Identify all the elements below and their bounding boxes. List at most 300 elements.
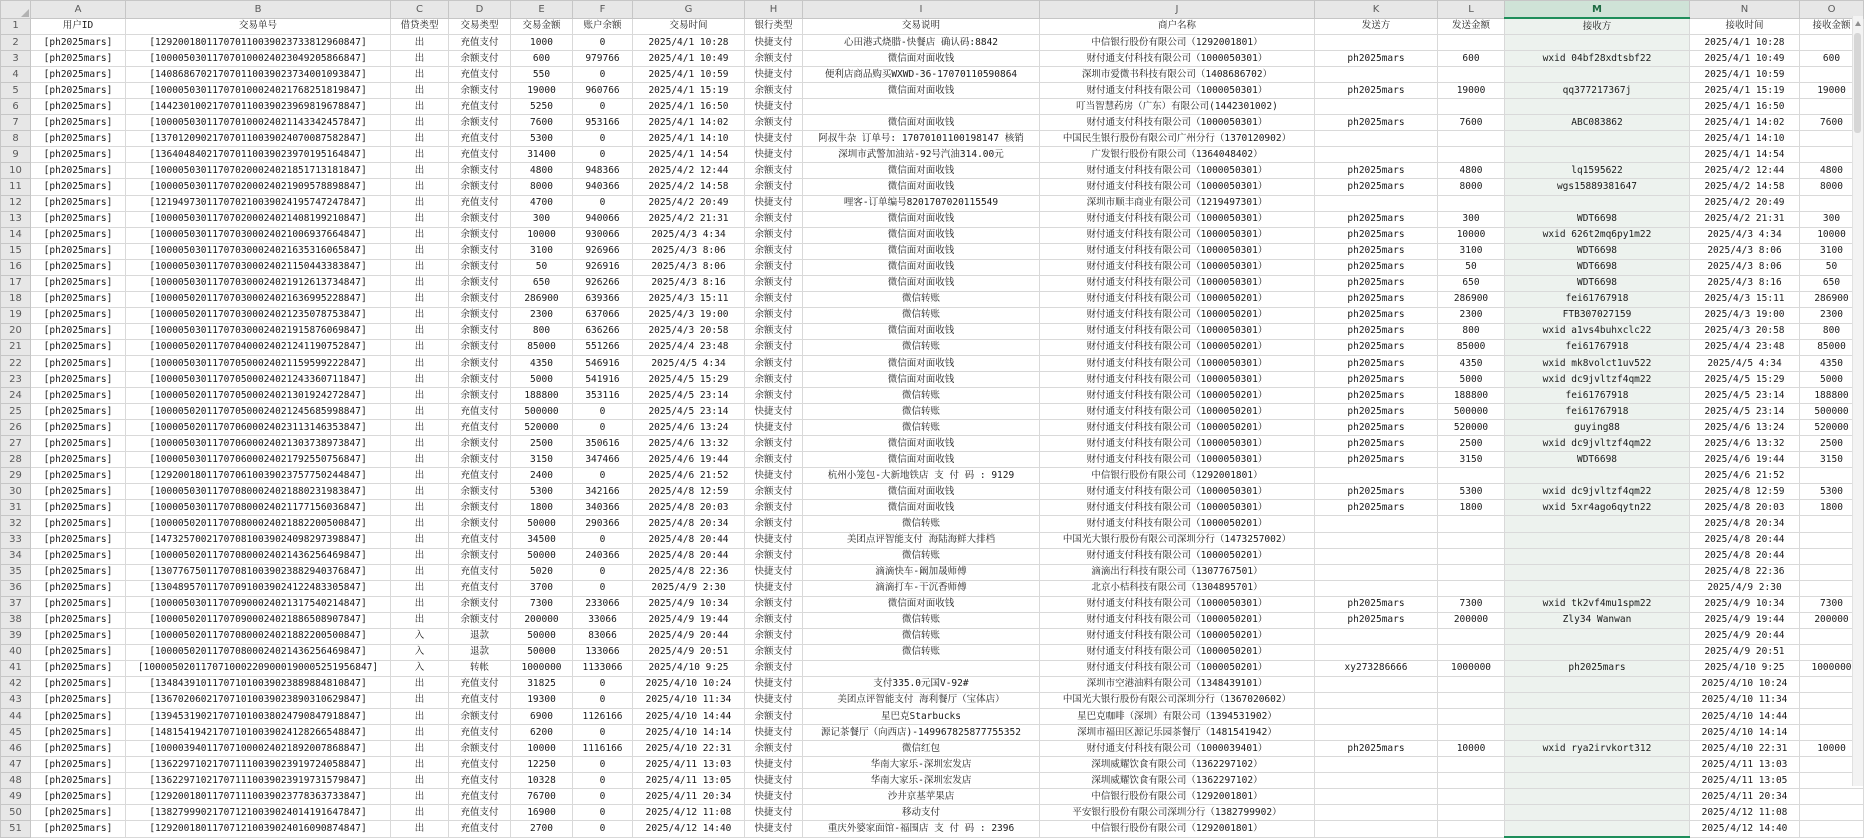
- cell-M22[interactable]: wxid mk8volct1uv522: [1505, 355, 1690, 371]
- cell-L31[interactable]: 1800: [1438, 500, 1505, 516]
- cell-C25[interactable]: 出: [391, 404, 449, 420]
- cell-M9[interactable]: [1505, 147, 1690, 163]
- cell-G10[interactable]: 2025/4/2 12:44: [633, 163, 745, 179]
- column-header-H[interactable]: H: [745, 1, 803, 19]
- cell-G40[interactable]: 2025/4/9 20:51: [633, 644, 745, 660]
- cell-M32[interactable]: [1505, 516, 1690, 532]
- cell-E50[interactable]: 16900: [511, 805, 573, 821]
- cell-C20[interactable]: 出: [391, 323, 449, 339]
- cell-N46[interactable]: 2025/4/10 22:31: [1690, 741, 1800, 757]
- cell-N32[interactable]: 2025/4/8 20:34: [1690, 516, 1800, 532]
- cell-C7[interactable]: 出: [391, 115, 449, 131]
- cell-H5[interactable]: 余额支付: [745, 83, 803, 99]
- cell-C13[interactable]: 出: [391, 211, 449, 227]
- row-header-16[interactable]: 16: [1, 259, 31, 275]
- cell-N6[interactable]: 2025/4/1 16:50: [1690, 99, 1800, 115]
- cell-B8[interactable]: [137012090217070110039024070087582847]: [126, 131, 391, 147]
- cell-A2[interactable]: [ph2025mars]: [31, 35, 126, 51]
- cell-H23[interactable]: 余额支付: [745, 372, 803, 388]
- cell-D4[interactable]: 充值支付: [449, 67, 511, 83]
- cell-E43[interactable]: 19300: [511, 692, 573, 708]
- cell-D23[interactable]: 余额支付: [449, 372, 511, 388]
- cell-G26[interactable]: 2025/4/6 13:24: [633, 420, 745, 436]
- cell-K16[interactable]: ph2025mars: [1315, 259, 1438, 275]
- cell-C37[interactable]: 出: [391, 596, 449, 612]
- cell-J33[interactable]: 中国光大银行股份有限公司深圳分行（1473257002）: [1040, 532, 1315, 548]
- cell-E18[interactable]: 286900: [511, 291, 573, 307]
- cell-J5[interactable]: 财付通支付科技有限公司（1000050301）: [1040, 83, 1315, 99]
- cell-M8[interactable]: [1505, 131, 1690, 147]
- cell-E10[interactable]: 4800: [511, 163, 573, 179]
- cell-J31[interactable]: 财付通支付科技有限公司（1000050301）: [1040, 500, 1315, 516]
- cell-G1[interactable]: 交易时间: [633, 18, 745, 35]
- cell-N27[interactable]: 2025/4/6 13:32: [1690, 436, 1800, 452]
- cell-I7[interactable]: 微信面对面收钱: [803, 115, 1040, 131]
- cell-L40[interactable]: [1438, 644, 1505, 660]
- row-header-24[interactable]: 24: [1, 388, 31, 404]
- cell-F22[interactable]: 546916: [573, 355, 633, 371]
- cell-C34[interactable]: 出: [391, 548, 449, 564]
- cell-M18[interactable]: fei61767918: [1505, 291, 1690, 307]
- cell-B22[interactable]: [100005030117070500024021159599222847]: [126, 355, 391, 371]
- column-header-O[interactable]: O: [1800, 1, 1864, 19]
- cell-B35[interactable]: [130776750117070810039023882940376847]: [126, 564, 391, 580]
- cell-G5[interactable]: 2025/4/1 15:19: [633, 83, 745, 99]
- cell-E47[interactable]: 12250: [511, 757, 573, 773]
- cell-K17[interactable]: ph2025mars: [1315, 275, 1438, 291]
- cell-L32[interactable]: [1438, 516, 1505, 532]
- row-header-29[interactable]: 29: [1, 468, 31, 484]
- cell-C45[interactable]: 出: [391, 725, 449, 741]
- cell-D5[interactable]: 余额支付: [449, 83, 511, 99]
- cell-O16[interactable]: 50: [1800, 259, 1864, 275]
- cell-A22[interactable]: [ph2025mars]: [31, 355, 126, 371]
- cell-H16[interactable]: 余额支付: [745, 259, 803, 275]
- cell-D46[interactable]: 余额支付: [449, 741, 511, 757]
- cell-A1[interactable]: 用户ID: [31, 18, 126, 35]
- cell-D19[interactable]: 余额支付: [449, 307, 511, 323]
- cell-E14[interactable]: 10000: [511, 227, 573, 243]
- cell-I46[interactable]: 微信红包: [803, 741, 1040, 757]
- cell-O7[interactable]: 7600: [1800, 115, 1864, 131]
- row-header-18[interactable]: 18: [1, 291, 31, 307]
- cell-B5[interactable]: [100005030117070100024021768251819847]: [126, 83, 391, 99]
- cell-D50[interactable]: 充值支付: [449, 805, 511, 821]
- vertical-scrollbar[interactable]: [1852, 16, 1863, 786]
- cell-D22[interactable]: 余额支付: [449, 355, 511, 371]
- cell-K9[interactable]: [1315, 147, 1438, 163]
- row-header-34[interactable]: 34: [1, 548, 31, 564]
- cell-K26[interactable]: ph2025mars: [1315, 420, 1438, 436]
- cell-B1[interactable]: 交易单号: [126, 18, 391, 35]
- cell-H12[interactable]: 快捷支付: [745, 195, 803, 211]
- cell-O20[interactable]: 800: [1800, 323, 1864, 339]
- cell-G45[interactable]: 2025/4/10 14:14: [633, 725, 745, 741]
- cell-E28[interactable]: 3150: [511, 452, 573, 468]
- cell-E16[interactable]: 50: [511, 259, 573, 275]
- cell-F39[interactable]: 83066: [573, 628, 633, 644]
- cell-G9[interactable]: 2025/4/1 14:54: [633, 147, 745, 163]
- cell-K22[interactable]: ph2025mars: [1315, 355, 1438, 371]
- cell-L24[interactable]: 188800: [1438, 388, 1505, 404]
- cell-O19[interactable]: 2300: [1800, 307, 1864, 323]
- cell-B12[interactable]: [121949730117070210039024195747247847]: [126, 195, 391, 211]
- cell-I2[interactable]: 心田港式烧腊-快餐店 确认码:8842: [803, 35, 1040, 51]
- cell-H9[interactable]: 快捷支付: [745, 147, 803, 163]
- row-header-43[interactable]: 43: [1, 692, 31, 708]
- cell-I31[interactable]: 微信面对面收钱: [803, 500, 1040, 516]
- column-header-G[interactable]: G: [633, 1, 745, 19]
- cell-G33[interactable]: 2025/4/8 20:44: [633, 532, 745, 548]
- cell-K15[interactable]: ph2025mars: [1315, 243, 1438, 259]
- cell-G31[interactable]: 2025/4/8 20:03: [633, 500, 745, 516]
- cell-D49[interactable]: 充值支付: [449, 789, 511, 805]
- cell-A3[interactable]: [ph2025mars]: [31, 51, 126, 67]
- cell-C46[interactable]: 出: [391, 741, 449, 757]
- cell-C6[interactable]: 出: [391, 99, 449, 115]
- cell-I43[interactable]: 美团点评智能支付 海利餐厅（宝体店）: [803, 692, 1040, 708]
- cell-A13[interactable]: [ph2025mars]: [31, 211, 126, 227]
- cell-L35[interactable]: [1438, 564, 1505, 580]
- cell-K35[interactable]: [1315, 564, 1438, 580]
- cell-J12[interactable]: 深圳市顺丰商业有限公司（1219497301）: [1040, 195, 1315, 211]
- cell-I26[interactable]: 微信转账: [803, 420, 1040, 436]
- cell-O18[interactable]: 286900: [1800, 291, 1864, 307]
- cell-K47[interactable]: [1315, 757, 1438, 773]
- row-header-3[interactable]: 3: [1, 51, 31, 67]
- row-header-37[interactable]: 37: [1, 596, 31, 612]
- cell-N45[interactable]: 2025/4/10 14:14: [1690, 725, 1800, 741]
- cell-M26[interactable]: guying88: [1505, 420, 1690, 436]
- cell-H34[interactable]: 余额支付: [745, 548, 803, 564]
- cell-I47[interactable]: 华南大家乐-深圳宏发店: [803, 757, 1040, 773]
- cell-C19[interactable]: 出: [391, 307, 449, 323]
- cell-N15[interactable]: 2025/4/3 8:06: [1690, 243, 1800, 259]
- cell-K31[interactable]: ph2025mars: [1315, 500, 1438, 516]
- cell-D42[interactable]: 充值支付: [449, 676, 511, 692]
- cell-L49[interactable]: [1438, 789, 1505, 805]
- row-header-12[interactable]: 12: [1, 195, 31, 211]
- column-header-I[interactable]: I: [803, 1, 1040, 19]
- cell-B10[interactable]: [100005030117070200024021851713181847]: [126, 163, 391, 179]
- cell-O21[interactable]: 85000: [1800, 339, 1864, 355]
- cell-C38[interactable]: 出: [391, 612, 449, 628]
- cell-N14[interactable]: 2025/4/3 4:34: [1690, 227, 1800, 243]
- cell-N19[interactable]: 2025/4/3 19:00: [1690, 307, 1800, 323]
- cell-E41[interactable]: 1000000: [511, 660, 573, 676]
- cell-L2[interactable]: [1438, 35, 1505, 51]
- cell-N13[interactable]: 2025/4/2 21:31: [1690, 211, 1800, 227]
- cell-G27[interactable]: 2025/4/6 13:32: [633, 436, 745, 452]
- cell-E5[interactable]: 19000: [511, 83, 573, 99]
- cell-N21[interactable]: 2025/4/4 23:48: [1690, 339, 1800, 355]
- cell-F50[interactable]: 0: [573, 805, 633, 821]
- cell-L30[interactable]: 5300: [1438, 484, 1505, 500]
- cell-N16[interactable]: 2025/4/3 8:06: [1690, 259, 1800, 275]
- cell-B27[interactable]: [100005030117070600024021303738973847]: [126, 436, 391, 452]
- cell-N35[interactable]: 2025/4/8 22:36: [1690, 564, 1800, 580]
- cell-F13[interactable]: 940066: [573, 211, 633, 227]
- cell-M1[interactable]: 接收方: [1505, 18, 1690, 35]
- cell-G11[interactable]: 2025/4/2 14:58: [633, 179, 745, 195]
- cell-I39[interactable]: 微信转账: [803, 628, 1040, 644]
- cell-I8[interactable]: 阿叔牛杂 订单号: 17070101100198147 核销: [803, 131, 1040, 147]
- cell-N4[interactable]: 2025/4/1 10:59: [1690, 67, 1800, 83]
- cell-F26[interactable]: 0: [573, 420, 633, 436]
- cell-L26[interactable]: 520000: [1438, 420, 1505, 436]
- cell-M15[interactable]: WDT6698: [1505, 243, 1690, 259]
- cell-H24[interactable]: 余额支付: [745, 388, 803, 404]
- cell-H41[interactable]: 余额支付: [745, 660, 803, 676]
- cell-D24[interactable]: 余额支付: [449, 388, 511, 404]
- cell-D28[interactable]: 余额支付: [449, 452, 511, 468]
- cell-G32[interactable]: 2025/4/8 20:34: [633, 516, 745, 532]
- cell-D37[interactable]: 余额支付: [449, 596, 511, 612]
- cell-H36[interactable]: 快捷支付: [745, 580, 803, 596]
- cell-H39[interactable]: 余额支付: [745, 628, 803, 644]
- cell-H15[interactable]: 余额支付: [745, 243, 803, 259]
- cell-M30[interactable]: wxid dc9jvltzf4qm22: [1505, 484, 1690, 500]
- cell-C8[interactable]: 出: [391, 131, 449, 147]
- cell-M3[interactable]: wxid 04bf28xdtsbf22: [1505, 51, 1690, 67]
- cell-C41[interactable]: 入: [391, 660, 449, 676]
- cell-C18[interactable]: 出: [391, 291, 449, 307]
- cell-B49[interactable]: [129200180117071110039023778363733847]: [126, 789, 391, 805]
- cell-K5[interactable]: ph2025mars: [1315, 83, 1438, 99]
- cell-D35[interactable]: 充值支付: [449, 564, 511, 580]
- cell-D2[interactable]: 充值支付: [449, 35, 511, 51]
- cell-M23[interactable]: wxid dc9jvltzf4qm22: [1505, 372, 1690, 388]
- cell-N38[interactable]: 2025/4/9 19:44: [1690, 612, 1800, 628]
- cell-D16[interactable]: 余额支付: [449, 259, 511, 275]
- cell-L14[interactable]: 10000: [1438, 227, 1505, 243]
- cell-A44[interactable]: [ph2025mars]: [31, 709, 126, 725]
- cell-L5[interactable]: 19000: [1438, 83, 1505, 99]
- cell-L19[interactable]: 2300: [1438, 307, 1505, 323]
- cell-D20[interactable]: 余额支付: [449, 323, 511, 339]
- cell-J40[interactable]: 财付通支付科技有限公司（1000050201）: [1040, 644, 1315, 660]
- cell-O17[interactable]: 650: [1800, 275, 1864, 291]
- cell-I9[interactable]: 深圳市武警加油站-92号汽油314.00元: [803, 147, 1040, 163]
- row-header-10[interactable]: 10: [1, 163, 31, 179]
- cell-A36[interactable]: [ph2025mars]: [31, 580, 126, 596]
- cell-N24[interactable]: 2025/4/5 23:14: [1690, 388, 1800, 404]
- cell-M14[interactable]: wxid 626t2mq6py1m22: [1505, 227, 1690, 243]
- cell-O14[interactable]: 10000: [1800, 227, 1864, 243]
- cell-F49[interactable]: 0: [573, 789, 633, 805]
- cell-J8[interactable]: 中国民生银行股份有限公司广州分行（1370120902）: [1040, 131, 1315, 147]
- cell-C14[interactable]: 出: [391, 227, 449, 243]
- cell-M42[interactable]: [1505, 676, 1690, 692]
- cell-J22[interactable]: 财付通支付科技有限公司（1000050301）: [1040, 355, 1315, 371]
- cell-O5[interactable]: 19000: [1800, 83, 1864, 99]
- cell-E17[interactable]: 650: [511, 275, 573, 291]
- cell-G48[interactable]: 2025/4/11 13:05: [633, 773, 745, 789]
- cell-M20[interactable]: wxid a1vs4buhxclc22: [1505, 323, 1690, 339]
- cell-F10[interactable]: 948366: [573, 163, 633, 179]
- cell-G35[interactable]: 2025/4/8 22:36: [633, 564, 745, 580]
- cell-M37[interactable]: wxid tk2vf4mu1spm22: [1505, 596, 1690, 612]
- cell-E29[interactable]: 2400: [511, 468, 573, 484]
- cell-D40[interactable]: 退款: [449, 644, 511, 660]
- cell-C33[interactable]: 出: [391, 532, 449, 548]
- cell-F35[interactable]: 0: [573, 564, 633, 580]
- cell-L13[interactable]: 300: [1438, 211, 1505, 227]
- cell-M31[interactable]: wxid 5xr4ago6qytn22: [1505, 500, 1690, 516]
- cell-A27[interactable]: [ph2025mars]: [31, 436, 126, 452]
- row-header-39[interactable]: 39: [1, 628, 31, 644]
- cell-L33[interactable]: [1438, 532, 1505, 548]
- cell-E2[interactable]: 1000: [511, 35, 573, 51]
- cell-F31[interactable]: 340366: [573, 500, 633, 516]
- cell-E20[interactable]: 800: [511, 323, 573, 339]
- cell-J43[interactable]: 中国光大银行股份有限公司深圳分行（1367020602）: [1040, 692, 1315, 708]
- cell-L1[interactable]: 发送金额: [1438, 18, 1505, 35]
- cell-J13[interactable]: 财付通支付科技有限公司（1000050301）: [1040, 211, 1315, 227]
- cell-O46[interactable]: 10000: [1800, 741, 1864, 757]
- cell-G30[interactable]: 2025/4/8 12:59: [633, 484, 745, 500]
- cell-L9[interactable]: [1438, 147, 1505, 163]
- cell-I44[interactable]: 星巴克Starbucks: [803, 709, 1040, 725]
- cell-J46[interactable]: 财付通支付科技有限公司（1000039401）: [1040, 741, 1315, 757]
- cell-L45[interactable]: [1438, 725, 1505, 741]
- cell-G3[interactable]: 2025/4/1 10:49: [633, 51, 745, 67]
- row-header-40[interactable]: 40: [1, 644, 31, 660]
- cell-L29[interactable]: [1438, 468, 1505, 484]
- cell-G36[interactable]: 2025/4/9 2:30: [633, 580, 745, 596]
- cell-B50[interactable]: [138279990217071210039024014191647847]: [126, 805, 391, 821]
- cell-K6[interactable]: [1315, 99, 1438, 115]
- cell-I42[interactable]: 支付335.0元国V-92#: [803, 676, 1040, 692]
- cell-L11[interactable]: 8000: [1438, 179, 1505, 195]
- cell-I19[interactable]: 微信转账: [803, 307, 1040, 323]
- cell-A33[interactable]: [ph2025mars]: [31, 532, 126, 548]
- cell-I51[interactable]: 重庆外婆家面馆-福围店 支 付 码 : 2396: [803, 821, 1040, 838]
- cell-M5[interactable]: qq377217367j: [1505, 83, 1690, 99]
- cell-A6[interactable]: [ph2025mars]: [31, 99, 126, 115]
- cell-H42[interactable]: 快捷支付: [745, 676, 803, 692]
- cell-L7[interactable]: 7600: [1438, 115, 1505, 131]
- cell-A46[interactable]: [ph2025mars]: [31, 741, 126, 757]
- cell-H7[interactable]: 余额支付: [745, 115, 803, 131]
- cell-G23[interactable]: 2025/4/5 15:29: [633, 372, 745, 388]
- cell-F18[interactable]: 639366: [573, 291, 633, 307]
- cell-A51[interactable]: [ph2025mars]: [31, 821, 126, 838]
- cell-C40[interactable]: 入: [391, 644, 449, 660]
- cell-M19[interactable]: FTB307027159: [1505, 307, 1690, 323]
- cell-F2[interactable]: 0: [573, 35, 633, 51]
- cell-G4[interactable]: 2025/4/1 10:59: [633, 67, 745, 83]
- cell-C30[interactable]: 出: [391, 484, 449, 500]
- cell-C31[interactable]: 出: [391, 500, 449, 516]
- cell-B34[interactable]: [100005020117070800024021436256469847]: [126, 548, 391, 564]
- cell-B32[interactable]: [100005020117070800024021882200500847]: [126, 516, 391, 532]
- cell-G42[interactable]: 2025/4/10 10:24: [633, 676, 745, 692]
- cell-L44[interactable]: [1438, 709, 1505, 725]
- cell-D1[interactable]: 交易类型: [449, 18, 511, 35]
- cell-B43[interactable]: [136702060217071010039023890310629847]: [126, 692, 391, 708]
- cell-E35[interactable]: 5020: [511, 564, 573, 580]
- column-header-M[interactable]: M: [1505, 1, 1690, 19]
- cell-O31[interactable]: 1800: [1800, 500, 1864, 516]
- cell-I17[interactable]: 微信面对面收钱: [803, 275, 1040, 291]
- cell-M24[interactable]: fei61767918: [1505, 388, 1690, 404]
- row-header-6[interactable]: 6: [1, 99, 31, 115]
- cell-B39[interactable]: [100005020117070800024021882200500847]: [126, 628, 391, 644]
- cell-J32[interactable]: 财付通支付科技有限公司（1000050201）: [1040, 516, 1315, 532]
- cell-E33[interactable]: 34500: [511, 532, 573, 548]
- cell-F38[interactable]: 33066: [573, 612, 633, 628]
- cell-E21[interactable]: 85000: [511, 339, 573, 355]
- cell-B28[interactable]: [100005030117070600024021792550756847]: [126, 452, 391, 468]
- cell-E26[interactable]: 520000: [511, 420, 573, 436]
- cell-B19[interactable]: [100005020117070300024021235078753847]: [126, 307, 391, 323]
- cell-D33[interactable]: 充值支付: [449, 532, 511, 548]
- cell-J19[interactable]: 财付通支付科技有限公司（1000050201）: [1040, 307, 1315, 323]
- cell-O15[interactable]: 3100: [1800, 243, 1864, 259]
- row-header-28[interactable]: 28: [1, 452, 31, 468]
- cell-L41[interactable]: 1000000: [1438, 660, 1505, 676]
- cell-L10[interactable]: 4800: [1438, 163, 1505, 179]
- cell-K12[interactable]: [1315, 195, 1438, 211]
- cell-F33[interactable]: 0: [573, 532, 633, 548]
- cell-A43[interactable]: [ph2025mars]: [31, 692, 126, 708]
- cell-H49[interactable]: 快捷支付: [745, 789, 803, 805]
- cell-I30[interactable]: 微信面对面收钱: [803, 484, 1040, 500]
- cell-I49[interactable]: 沙井京基苹果店: [803, 789, 1040, 805]
- cell-F7[interactable]: 953166: [573, 115, 633, 131]
- cell-K43[interactable]: [1315, 692, 1438, 708]
- cell-G19[interactable]: 2025/4/3 19:00: [633, 307, 745, 323]
- cell-N8[interactable]: 2025/4/1 14:10: [1690, 131, 1800, 147]
- cell-O3[interactable]: 600: [1800, 51, 1864, 67]
- row-header-1[interactable]: 1: [1, 18, 31, 35]
- cell-M28[interactable]: WDT6698: [1505, 452, 1690, 468]
- cell-H27[interactable]: 余额支付: [745, 436, 803, 452]
- cell-N25[interactable]: 2025/4/5 23:14: [1690, 404, 1800, 420]
- cell-F36[interactable]: 0: [573, 580, 633, 596]
- cell-K21[interactable]: ph2025mars: [1315, 339, 1438, 355]
- cell-E4[interactable]: 550: [511, 67, 573, 83]
- cell-E51[interactable]: 2700: [511, 821, 573, 838]
- cell-F47[interactable]: 0: [573, 757, 633, 773]
- cell-K44[interactable]: [1315, 709, 1438, 725]
- cell-I22[interactable]: 微信面对面收钱: [803, 355, 1040, 371]
- cell-H4[interactable]: 快捷支付: [745, 67, 803, 83]
- cell-K24[interactable]: ph2025mars: [1315, 388, 1438, 404]
- cell-J18[interactable]: 财付通支付科技有限公司（1000050201）: [1040, 291, 1315, 307]
- cell-G28[interactable]: 2025/4/6 19:44: [633, 452, 745, 468]
- cell-N1[interactable]: 接收时间: [1690, 18, 1800, 35]
- cell-O38[interactable]: 200000: [1800, 612, 1864, 628]
- cell-E9[interactable]: 31400: [511, 147, 573, 163]
- cell-E22[interactable]: 4350: [511, 355, 573, 371]
- cell-C2[interactable]: 出: [391, 35, 449, 51]
- cell-J45[interactable]: 深圳市福田区源记乐园茶餐厅（1481541942）: [1040, 725, 1315, 741]
- cell-F24[interactable]: 353116: [573, 388, 633, 404]
- cell-M16[interactable]: WDT6698: [1505, 259, 1690, 275]
- cell-F5[interactable]: 960766: [573, 83, 633, 99]
- cell-N48[interactable]: 2025/4/11 13:05: [1690, 773, 1800, 789]
- cell-D11[interactable]: 余额支付: [449, 179, 511, 195]
- cell-G8[interactable]: 2025/4/1 14:10: [633, 131, 745, 147]
- cell-L8[interactable]: [1438, 131, 1505, 147]
- cell-M21[interactable]: fei61767918: [1505, 339, 1690, 355]
- row-header-27[interactable]: 27: [1, 436, 31, 452]
- cell-G49[interactable]: 2025/4/11 20:34: [633, 789, 745, 805]
- cell-J38[interactable]: 财付通支付科技有限公司（1000050201）: [1040, 612, 1315, 628]
- cell-B37[interactable]: [100005030117070900024021317540214847]: [126, 596, 391, 612]
